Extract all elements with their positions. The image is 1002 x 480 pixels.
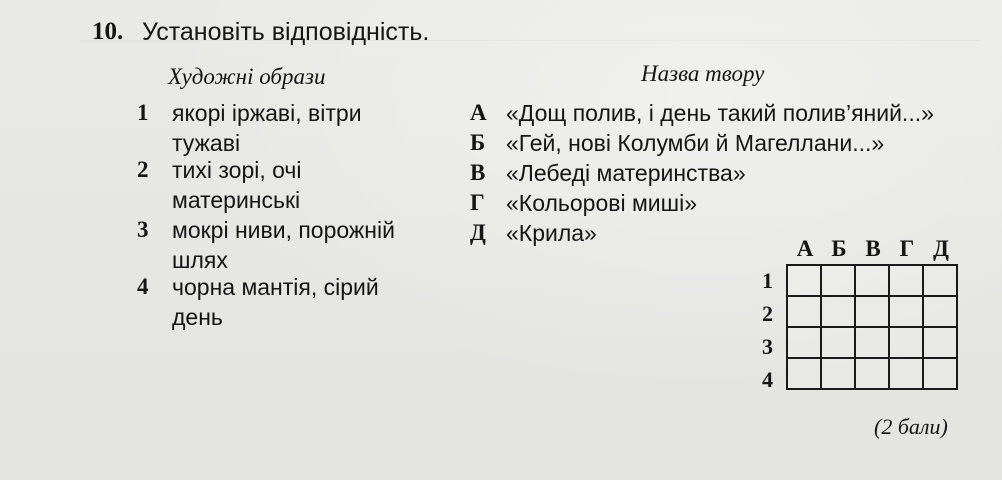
grid-row-label: 1	[762, 268, 773, 293]
grid-column-header: Б	[831, 236, 847, 261]
points-label: (2 бали)	[874, 414, 948, 439]
grid-column-header: Г	[899, 236, 915, 261]
grid-row-label: 2	[762, 301, 773, 326]
answer-cell-4-b[interactable]	[821, 358, 855, 389]
list-item	[172, 215, 395, 275]
left-column-heading: Художні образи	[168, 64, 326, 89]
item-line: чорна мантія, сірий	[172, 274, 379, 300]
question-title: Установіть відповідність.	[142, 18, 430, 46]
answer-cell-4-h[interactable]	[889, 358, 923, 389]
option-letter: А	[470, 100, 487, 125]
list-item	[172, 272, 379, 332]
answer-cell-2-h[interactable]	[889, 296, 923, 327]
grid-column-header: Д	[933, 236, 949, 261]
question-number: 10.	[92, 18, 124, 45]
grid-row-label: 3	[762, 334, 773, 359]
answer-cell-4-a[interactable]	[787, 358, 821, 389]
right-column-heading: Назва твору	[641, 61, 765, 86]
option-letter: Г	[470, 190, 485, 215]
item-line: якорі іржаві, вітри	[172, 100, 362, 126]
answer-cell-3-a[interactable]	[787, 327, 821, 358]
grid-row-label: 4	[762, 367, 773, 392]
option-text: «Крила»	[506, 220, 597, 246]
answer-cell-3-d[interactable]	[923, 327, 957, 358]
answer-cell-2-v[interactable]	[855, 296, 889, 327]
item-line: тужаві	[172, 130, 241, 156]
grid-row	[787, 327, 957, 358]
item-number: 3	[137, 217, 149, 242]
answer-grid	[786, 264, 958, 390]
option-letter: В	[470, 160, 486, 185]
option-text: «Дощ полив, і день такий полив’яний...»	[506, 100, 934, 126]
item-number: 2	[137, 157, 149, 182]
grid-row	[787, 265, 957, 296]
grid-column-header: В	[865, 236, 881, 261]
answer-cell-1-b[interactable]	[821, 265, 855, 296]
answer-cell-2-b[interactable]	[821, 296, 855, 327]
answer-cell-3-v[interactable]	[855, 327, 889, 358]
list-item	[172, 98, 362, 158]
item-line: материнські	[172, 187, 301, 213]
list-item	[172, 155, 302, 215]
option-text: «Лебеді материнства»	[506, 160, 746, 186]
item-line: мокрі ниви, порожній	[172, 217, 395, 243]
item-line: тихі зорі, очі	[172, 157, 302, 183]
answer-cell-3-h[interactable]	[889, 327, 923, 358]
item-number: 4	[137, 274, 149, 299]
option-text: «Гей, нові Колумби й Магеллани...»	[506, 130, 885, 156]
item-line: шлях	[172, 247, 228, 273]
answer-cell-2-a[interactable]	[787, 296, 821, 327]
answer-cell-1-h[interactable]	[889, 265, 923, 296]
answer-cell-2-d[interactable]	[923, 296, 957, 327]
answer-cell-4-d[interactable]	[923, 358, 957, 389]
grid-row	[787, 358, 957, 389]
answer-cell-3-b[interactable]	[821, 327, 855, 358]
answer-cell-1-d[interactable]	[923, 265, 957, 296]
item-number: 1	[137, 100, 149, 125]
option-letter: Б	[470, 130, 486, 155]
grid-row	[787, 296, 957, 327]
grid-column-header: А	[796, 236, 814, 261]
answer-cell-1-a[interactable]	[787, 265, 821, 296]
option-letter: Д	[470, 220, 486, 245]
answer-cell-4-v[interactable]	[855, 358, 889, 389]
option-text: «Кольорові миші»	[506, 190, 697, 216]
answer-cell-1-v[interactable]	[855, 265, 889, 296]
item-line: день	[172, 304, 223, 330]
